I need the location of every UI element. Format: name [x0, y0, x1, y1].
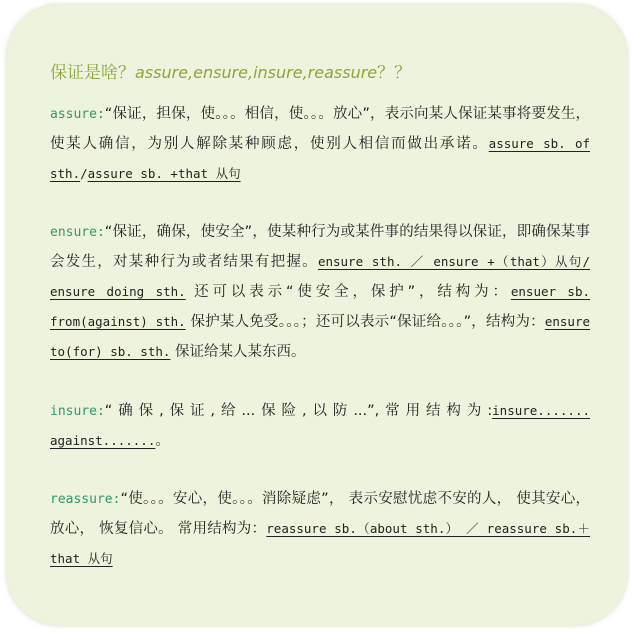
- assure-pattern-2: assure sb. +that 从句: [87, 166, 241, 181]
- ensure-text-3: 保护某人免受。。。；还可以表示“保证给。。。”，结构为：: [185, 314, 545, 330]
- keyword-assure: assure:: [50, 107, 105, 122]
- section-ensure: [50, 218, 590, 367]
- ensure-text-4: 保证给某人某东西。: [170, 344, 306, 360]
- article-body: [50, 100, 590, 603]
- ensure-text-1: “保证，确保，使安全”，使某种行为或某件事的结果得以保证，即确保某事会发生，对某种行为或者结果有把握。: [50, 224, 590, 270]
- page-title: [50, 58, 411, 83]
- section-insure: [50, 396, 590, 456]
- reassure-pattern-1: reassure sb.（about sth.） ／ reassure sb.＋ that 从句: [50, 521, 590, 566]
- insure-pattern-1: insure....... against.......: [50, 403, 590, 448]
- insure-text: “确保,保证,给...保险,以防...”,常用结构为:: [104, 403, 493, 419]
- insure-end: 。: [155, 433, 170, 449]
- ensure-text-2: 还可以表示“使安全，保护”，结构为：: [185, 284, 511, 300]
- section-reassure: [50, 485, 590, 574]
- ensure-pattern-3: ensure to(for) sb. sth.: [50, 314, 590, 359]
- assure-pattern-1: assure sb. of sth.: [50, 136, 590, 181]
- title-tail: ？？: [377, 63, 412, 83]
- title-chinese: 保证是啥？: [50, 63, 135, 83]
- assure-text: “保证，担保，使。。。相信，使。。。放心”，表示向某人保证某事将要发生，使某人确信，为别人解除某种顾虑，使别人相信而做出承诺。: [50, 106, 590, 152]
- assure-separator: /: [80, 166, 88, 181]
- ensure-pattern-1: ensure sth. ／ ensure +（that）从句/ ensure doing sth.: [50, 254, 590, 299]
- keyword-insure: insure:: [50, 404, 105, 419]
- reassure-text: “使。。。安心，使。。。消除疑虑”， 表示安慰忧虑不安的人， 使其安心， 放心， 恢复信心。 常用结构为：: [50, 491, 590, 537]
- title-words: assure,ensure,insure,reassure: [135, 63, 378, 82]
- ensure-pattern-2: ensuer sb. from(against) sth.: [50, 284, 591, 329]
- section-assure: [50, 100, 590, 189]
- keyword-ensure: ensure:: [50, 225, 105, 240]
- keyword-reassure: reassure:: [50, 492, 121, 507]
